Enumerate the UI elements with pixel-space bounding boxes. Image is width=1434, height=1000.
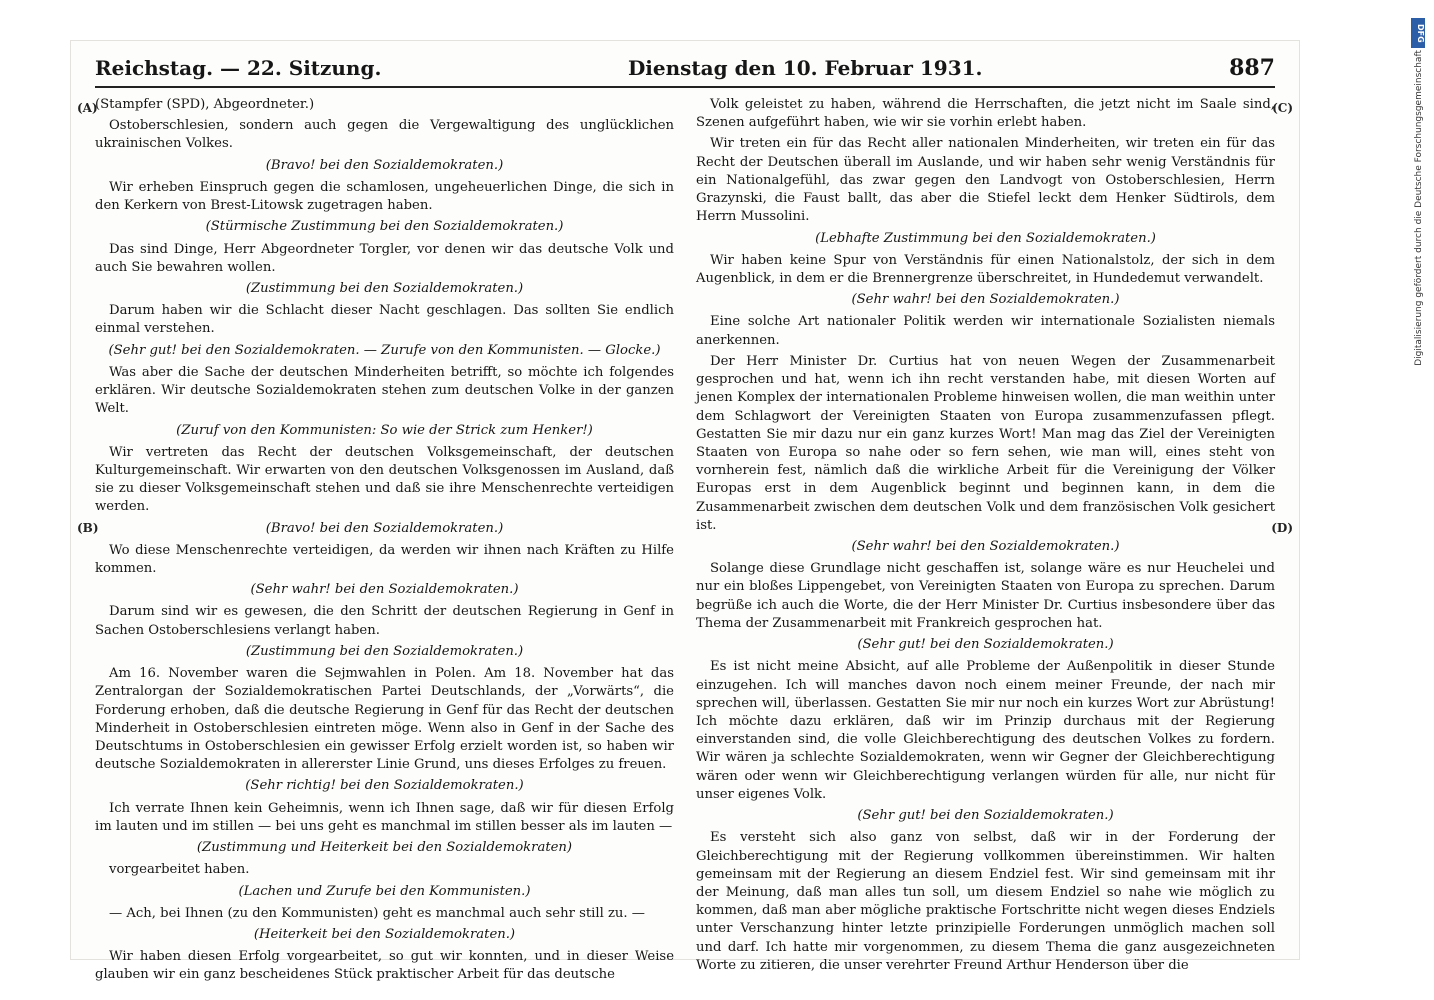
paragraph: Wir erheben Einspruch gegen die schamlosen, ungeheuerlichen Dinge, die sich in den Kerkern von Brest-Litowsk zugetragen haben. — [95, 179, 674, 214]
stage-direction: (Sehr wahr! bei den Sozialdemokraten.) — [851, 539, 1120, 555]
paragraph: Darum sind wir es gewesen, die den Schritt der deutschen Regierung in Genf in Sachen Ostoberschlesiens verlangt haben. — [95, 604, 674, 638]
paragraph: Das sind Dinge, Herr Abgeordneter Torgler, vor denen wir das deutsche Volk und auch Sie bewahren wollen. — [95, 241, 674, 275]
stage-direction: (Lachen und Zurufe bei den Kommunisten.) — [238, 883, 531, 899]
paragraph: Es ist nicht meine Absicht, auf alle Probleme der Außenpolitik in dieser Stunde einzugehen. Ich will manches davon noch einem meiner Freunde, der nach mir sprechen will, überlassen. Gestatten Sie mir nur noch ein kurzes Wort zur Abrüstung! Ich möchte dazu erklären, daß wir im Prinzip durchaus mit der Regierung einverstanden sind, die volle Gleichberechtigung des deutschen Volkes zu fordern. Wir wären ja schlechte Sozialdemokraten, wenn wir Gegner der Gleichberechtigung wären oder wenn wir Gleichberechtigung verlangen würden für alle, nur nicht für unser eigenes Volk. — [696, 659, 1275, 802]
paragraph: Wir haben keine Spur von Verständnis für einen Nationalstolz, der sich in dem Augenblick, in dem er die Brennergrenze überschreitet, in Hundedemut verwandelt. — [696, 252, 1275, 286]
stage-direction: (Zustimmung bei den Sozialdemokraten.) — [245, 643, 524, 659]
paragraph: Was aber die Sache der deutschen Minderheiten betrifft, so möchte ich folgendes erklären. Wir deutsche Sozialdemokraten stehen zum deutschen Volke in der ganzen Welt. — [95, 364, 674, 417]
header-date: Dienstag den 10. Februar 1931. — [627, 56, 983, 80]
marker-b: (B) — [77, 521, 99, 535]
paragraph: Am 16. November waren die Sejmwahlen in Polen. Am 18. November hat das Zentralorgan der Sozialdemokratischen Partei Deutschlands, der „Vorwärts“, die Forderung erhoben, daß die deutsche Regierung in Genf für das Recht der deutschen Minderheit in Ostoberschlesien eintreten möge. Wenn also in Genf in der Sache des Deutschtums in Ostoberschlesien ein gewisser Erfolg erzielt worden ist, so haben wir deutsche Sozialdemokraten in allererster Linie Grund, uns dieses Erfolges zu freuen. — [95, 666, 674, 773]
paragraph: Der Herr Minister Dr. Curtius hat von neuen Wegen der Zusammenarbeit gesprochen und hat, wenn ich ihn recht verstanden habe, mit diesen Worten auf jenen Komplex der internationalen Probleme hinweisen wollen, die man weithin unter dem Schlagwort der Vereinigten Staaten von Europa zusammenzufassen pflegt. Gestatten Sie mir dazu nur ein ganz kurzes Wort! Man mag das Ziel der Vereinigten Staaten von Europa so nahe oder so fern sehen, wie man will, eines steht von vornherein fest, nämlich daß die wirkliche Arbeit für die Vereinigung der Völker Europas erst in dem Augenblick beginnt und beginnen kann, in dem die Zusammenarbeit zwischen dem deutschen Volk und dem französischen Volk gesichert ist. — [696, 353, 1275, 533]
stage-direction: (Sehr gut! bei den Sozialdemokraten.) — [857, 637, 1114, 653]
paragraph: Es versteht sich also ganz von selbst, daß wir in der Forderung der Gleichberechtigung mit der Regierung vollkommen übereinstimmen. Wir halten gemeinsam mit der Regierung an diesem Endziel fest. Wir sind gemeinsam mit ihr der Meinung, daß man alles tun soll, um diesem Endziel so nahe wie möglich zu kommen, daß man aber mögliche praktische Fortschritte nicht wegen dieses Endziels unter Verschanzung hinter letzte prinzipielle Forderungen unmöglich machen soll und darf. Ich hatte mir vorgenommen, zu diesem Thema die ganz ausgezeichneten Worte zu zitieren, die unser verehrter Freund Arthur Henderson über die — [696, 830, 1275, 973]
marker-c: (C) — [1272, 101, 1293, 115]
page-number: 887 — [1229, 55, 1275, 81]
stage-direction: (Bravo! bei den Sozialdemokraten.) — [265, 157, 504, 173]
dfg-logo: DFG — [1411, 18, 1425, 48]
stage-direction: (Zustimmung und Heiterkeit bei den Sozialdemokraten) — [196, 840, 573, 856]
paragraph: Eine solche Art nationaler Politik werden wir internationale Sozialisten niemals anerkennen. — [696, 314, 1275, 348]
marker-a: (A) — [77, 101, 98, 115]
credit-text: Digitalisierung gefördert durch die Deutsche Forschungsgemeinschaft — [1414, 50, 1424, 366]
stage-direction: (Zustimmung bei den Sozialdemokraten.) — [245, 280, 524, 296]
document-page — [70, 40, 1300, 983]
paragraph: Solange diese Grundlage nicht geschaffen ist, solange wäre es nur Heuchelei und nur ein bloßes Lippengebet, von Vereinigten Staaten von Europa zu sprechen. Darum begrüße ich auch die Worte, die der Herr Minister Dr. Curtius insbesondere über das Thema der Zusammenarbeit mit Frankreich gesprochen hat. — [696, 561, 1275, 631]
stage-direction: (Zuruf von den Kommunisten: So wie der Strick zum Henker!) — [176, 422, 593, 438]
stage-direction: (Lebhafte Zustimmung bei den Sozialdemokraten.) — [815, 230, 1156, 246]
stage-direction: (Sehr richtig! bei den Sozialdemokraten.) — [245, 778, 524, 794]
page-header — [95, 55, 1275, 88]
paragraph: Wir treten ein für das Recht aller nationalen Minderheiten, wir treten ein für das Recht der Deutschen überall im Auslande, und wir haben sehr wenig Verständnis für ein Nationalgefühl, das zwar gegen den Landvogt von Ostoberschlesien, Herrn Grazynski, die Faust ballt, das aber die Stiefel leckt dem Henker Südtirols, dem Herrn Mussolini. — [696, 136, 1275, 225]
paragraph: Ich verrate Ihnen kein Geheimnis, wenn ich Ihnen sage, daß wir für diesen Erfolg im lauten und im stillen — bei uns geht es manchmal im stillen besser als im lauten — — [95, 800, 674, 834]
left-column — [95, 96, 674, 983]
stage-direction: (Sehr gut! bei den Sozialdemokraten.) — [857, 808, 1114, 824]
paragraph: Ostoberschlesien, sondern auch gegen die Vergewaltigung des unglücklichen ukrainischen Volkes. — [95, 118, 674, 152]
paragraph: — Ach, bei Ihnen (zu den Kommunisten) geht es manchmal auch sehr still zu. — — [109, 905, 645, 921]
paragraph: Wo diese Menschenrechte verteidigen, da werden wir ihnen nach Kräften zu Hilfe kommen. — [95, 542, 674, 577]
paragraph: Darum haben wir die Schlacht dieser Nacht geschlagen. Das sollten Sie endlich einmal verstehen. — [95, 303, 674, 337]
stage-direction: (Bravo! bei den Sozialdemokraten.) — [265, 520, 504, 536]
digitization-credit — [1410, 10, 1426, 990]
paragraph: vorgearbeitet haben. — [109, 862, 250, 878]
stage-direction: (Sehr gut! bei den Sozialdemokraten. — Zurufe von den Kommunisten. — Glocke.) — [108, 342, 661, 358]
stage-direction: (Stürmische Zustimmung bei den Sozialdemokraten.) — [205, 219, 564, 235]
paragraph: Volk geleistet zu haben, während die Herrschaften, die jetzt nicht im Saale sind, Szenen aufgeführt haben, wie wir sie vorhin erlebt haben. — [696, 97, 1275, 131]
right-column — [696, 96, 1275, 973]
stage-direction: (Heiterkeit bei den Sozialdemokraten.) — [253, 926, 516, 942]
header-session: Reichstag. — 22. Sitzung. — [95, 56, 382, 80]
marker-d: (D) — [1271, 521, 1293, 535]
stage-direction: (Sehr wahr! bei den Sozialdemokraten.) — [851, 292, 1120, 308]
paragraph: Wir haben diesen Erfolg vorgearbeitet, so gut wir konnten, und in dieser Weise glauben wir ein ganz bescheidenes Stück praktischer Arbeit für das deutsche — [95, 949, 674, 983]
speaker-label: (Stampfer (SPD), Abgeordneter.) — [95, 97, 315, 112]
stage-direction: (Sehr wahr! bei den Sozialdemokraten.) — [250, 582, 519, 598]
paragraph: Wir vertreten das Recht der deutschen Volksgemeinschaft, der deutschen Kulturgemeinschaft. Wir erwarten von den deutschen Volksgenossen im Ausland, daß sie zu dieser Volksgemeinschaft stehen und daß sie ihre Menschenrechte verteidigen werden. — [95, 444, 674, 515]
text-columns — [95, 96, 1275, 983]
